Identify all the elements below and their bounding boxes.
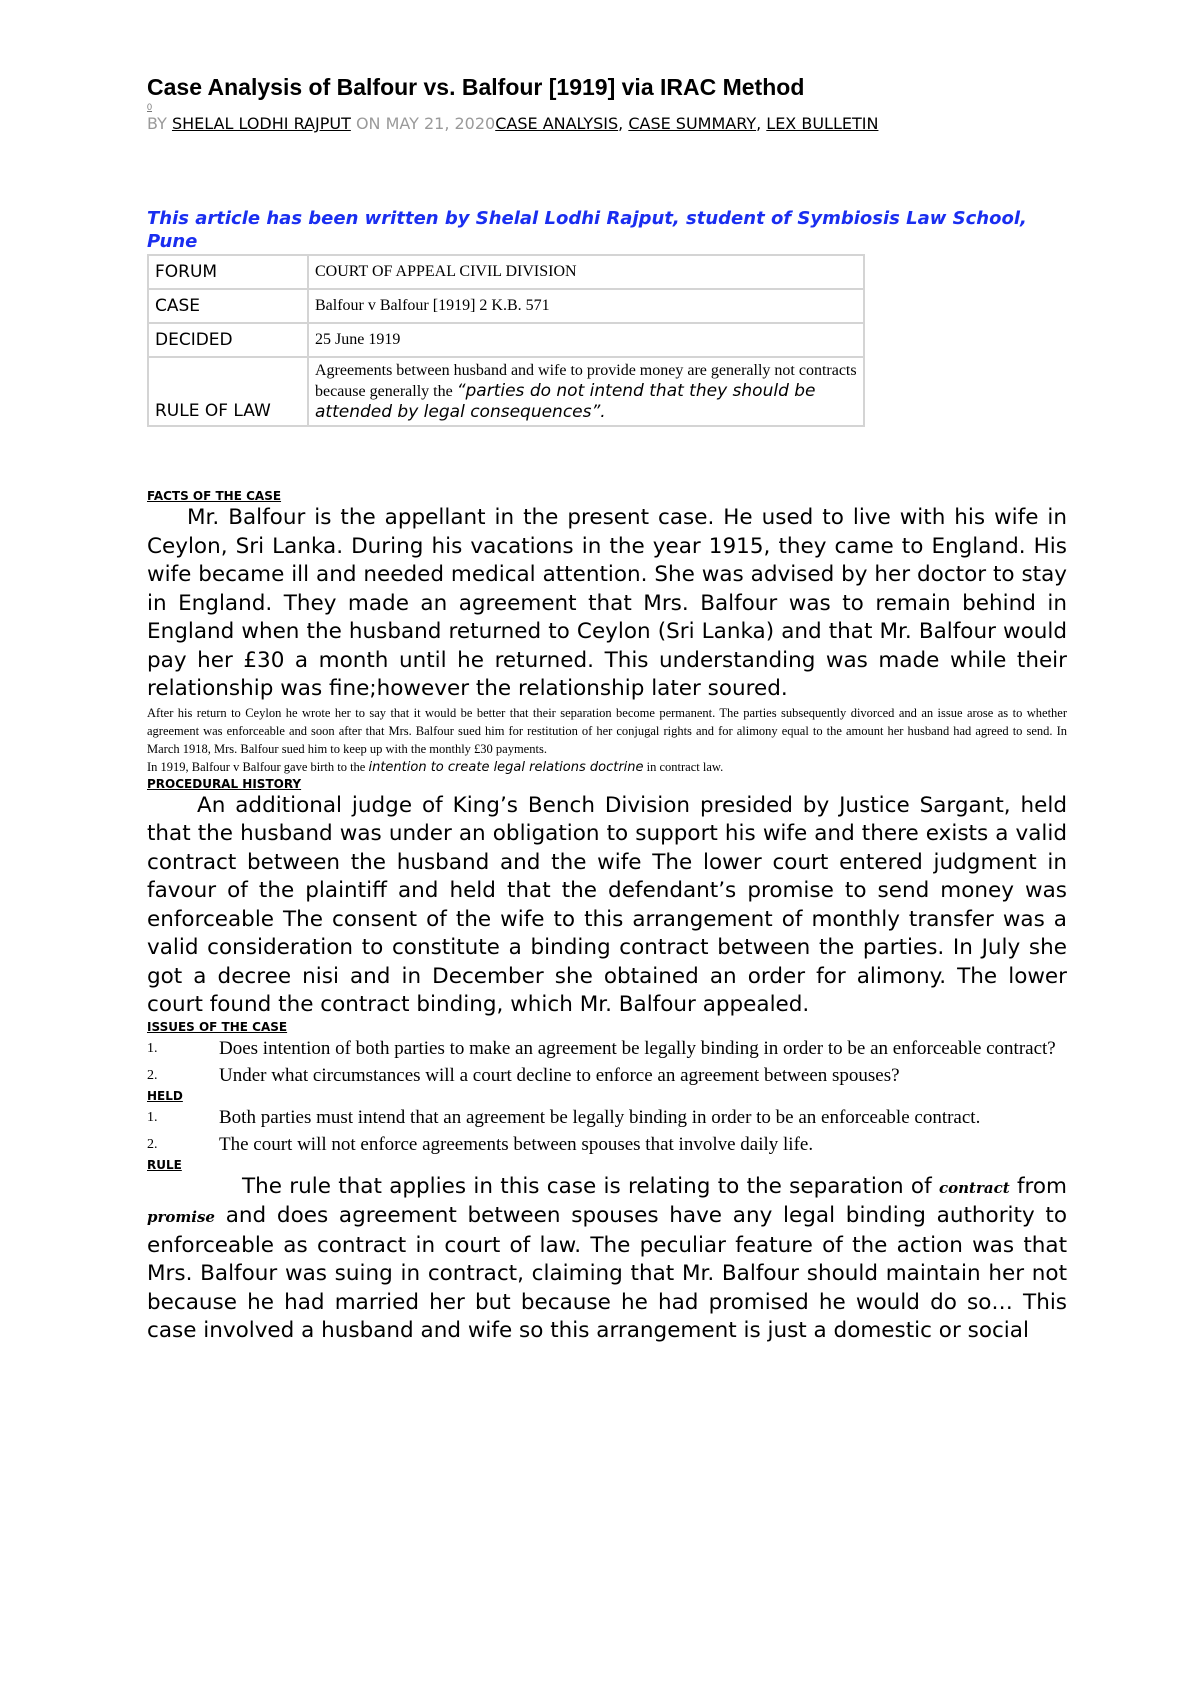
procedural-history-paragraph: An additional judge of King’s Bench Division presided by Justice Sargant, held that the husband was under an obligation to support his wife and there exists a valid contract between the husband and the wife The lower court entered judgment in favour of the plaintiff and held that the defendant’s promise to send money was enforceable The consent of the wife to this arrangement of monthly transfer was a valid consideration to constitute a binding contract between the parties. In July she got a decree nisi and in December she obtained an order for alimony. The lower court found the contract binding, which Mr. Balfour appealed. xyxy=(147,792,1067,1017)
table-row-forum xyxy=(148,255,864,289)
document-content xyxy=(147,72,1067,1346)
byline-prefix: BY xyxy=(147,114,167,133)
facts-paragraph: Mr. Balfour is the appellant in the present case. He used to live with his wife in Ceylon, Sri Lanka. During his vacations in the year 1915, they came to England. His wife became ill and needed medical attention. She was advised by her doctor to stay in England. They made an agreement that Mrs. Balfour was to remain behind in England when the husband returned to Ceylon (Sri Lanka) and that Mr. Balfour would pay her £30 a month until he returned. This understanding was made while their relationship was fine;however the relationship later soured. xyxy=(147,505,1067,701)
category-link-case-summary[interactable]: CASE SUMMARY xyxy=(628,114,757,133)
table-value-forum: COURT OF APPEAL CIVIL DIVISION xyxy=(308,255,864,289)
table-row-decided xyxy=(148,323,864,357)
issues-list xyxy=(147,1035,1067,1089)
list-item: 1. Both parties must intend that an agreement be legally binding in order to be an enforceable contract. xyxy=(147,1106,981,1128)
list-item: 2. Under what circumstances will a court decline to enforce an agreement between spouses? xyxy=(147,1064,900,1086)
table-key-forum: FORUM xyxy=(148,255,308,289)
table-key-case: CASE xyxy=(148,289,308,323)
section-heading-procedural-history: PROCEDURAL HISTORY xyxy=(147,776,302,791)
author-link[interactable]: SHELAL LODHI RAJPUT xyxy=(171,114,351,133)
rule-of-law-text: Agreements between husband and wife to provide money are generally not contracts because generally the xyxy=(315,362,857,400)
table-key-rule-of-law: RULE OF LAW xyxy=(148,357,308,426)
table-row-rule-of-law xyxy=(148,357,864,426)
table-value-decided: 25 June 1919 xyxy=(308,323,864,357)
byline: BY SHELAL LODHI RAJPUT ON MAY 21, 2020CASE ANALYSIS, CASE SUMMARY, LEX BULLETIN xyxy=(147,114,879,133)
article-attribution: This article has been written by Shelal Lodhi Rajput, student of Symbiosis Law School, Pune xyxy=(147,208,1027,252)
case-summary-table xyxy=(147,254,865,427)
category-link-lex-bulletin[interactable]: LEX BULLETIN xyxy=(766,114,879,133)
list-item: 2. The court will not enforce agreements between spouses that involve daily life. xyxy=(147,1133,814,1155)
held-list xyxy=(147,1104,1067,1158)
page-title: Case Analysis of Balfour vs. Balfour [1919] via IRAC Method xyxy=(147,74,805,100)
section-heading-issues: ISSUES OF THE CASE xyxy=(147,1019,288,1034)
doctrine-name: intention to create legal relations doctrine xyxy=(368,759,644,775)
section-heading-facts: FACTS OF THE CASE xyxy=(147,489,282,503)
byline-date: ON MAY 21, 2020 xyxy=(355,114,496,133)
section-heading-held: HELD xyxy=(147,1088,183,1103)
facts-paragraph-doctrine: In 1919, Balfour v Balfour gave birth to the intention to create legal relations doctrine in contract law. xyxy=(147,759,724,775)
table-value-rule-of-law xyxy=(308,357,864,426)
comment-count-link[interactable]: 0 xyxy=(147,102,153,112)
list-item: 1. Does intention of both parties to make an agreement be legally binding in order to be an enforceable contract? xyxy=(147,1037,1056,1059)
table-value-case: Balfour v Balfour [1919] 2 K.B. 571 xyxy=(308,289,864,323)
rule-term-contract: contract xyxy=(938,1178,1010,1197)
section-heading-rule: RULE xyxy=(147,1157,182,1172)
category-link-case-analysis[interactable]: CASE ANALYSIS xyxy=(495,114,619,133)
table-key-decided: DECIDED xyxy=(148,323,308,357)
table-row-case xyxy=(148,289,864,323)
rule-term-promise: promise xyxy=(147,1208,215,1226)
rule-paragraph: The rule that applies in this case is relating to the separation of contract from promise and does agreement between spouses have any legal binding authority to enforceable as contract in court of law. The peculiar feature of the action was that Mrs. Balfour was suing in contract, claiming that Mr. Balfour should maintain her not because he had married her but because he had promised he would do so… This case involved a husband and wife so this arrangement is just a domestic or social xyxy=(147,1173,1067,1343)
facts-paragraph-detail: After his return to Ceylon he wrote her to say that it would be better that their separation become permanent. The parties subsequently divorced and an issue arose as to whether agreement was enforceable and soon after that Mrs. Balfour sued him for restitution of her conjugal rights and for alimony equal to the amount her husband had agreed to send. In March 1918, Mrs. Balfour sued him to keep up with the monthly £30 payments. xyxy=(147,705,1067,756)
rule-of-law-quote: “parties do not intend that they should be attended by legal consequences”. xyxy=(315,381,816,422)
